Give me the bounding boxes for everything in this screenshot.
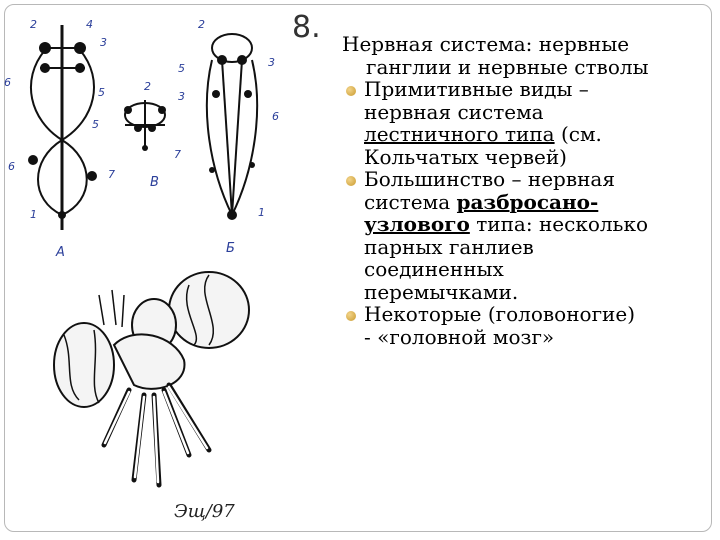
term-scattered: разбросано- bbox=[456, 189, 599, 214]
bullet-item: Некоторые (головоногие) - «головной мозг» bbox=[340, 303, 712, 348]
letter-c: В bbox=[150, 175, 159, 190]
letter-a: А bbox=[56, 245, 65, 260]
label-b-1: 1 bbox=[258, 206, 265, 219]
label-a-6: 6 bbox=[4, 76, 11, 89]
heading-line-2: ганглии и нервные стволы bbox=[366, 54, 649, 79]
label-a-5: 5 bbox=[98, 86, 105, 99]
label-c-7: 7 bbox=[174, 148, 181, 161]
label-b-3: 3 bbox=[268, 56, 275, 69]
label-a-6b: 6 bbox=[8, 160, 15, 173]
label-a-1: 1 bbox=[30, 208, 37, 221]
slide-number: 8. bbox=[292, 10, 321, 45]
nervous-system-diagram bbox=[0, 0, 292, 265]
letter-b: Б bbox=[226, 241, 235, 256]
slide-heading bbox=[340, 33, 712, 78]
label-b-6: 6 bbox=[272, 110, 279, 123]
label-b-2: 2 bbox=[198, 18, 205, 31]
label-a-3: 3 bbox=[100, 36, 107, 49]
bullet-list bbox=[340, 78, 712, 348]
bullet-item: Примитивные виды – нервная система лестничного типа (см. Кольчатых червей) bbox=[340, 78, 712, 168]
label-c-2: 2 bbox=[144, 80, 151, 93]
term-nodal: узлового bbox=[364, 212, 470, 236]
cephalopod-brain-drawing bbox=[4, 265, 260, 535]
label-a-5b: 5 bbox=[92, 118, 99, 131]
slide-text bbox=[340, 33, 712, 348]
label-a-7: 7 bbox=[108, 168, 115, 181]
diagram-a bbox=[31, 25, 94, 230]
label-c-3: 3 bbox=[178, 90, 185, 103]
label-a-2: 2 bbox=[30, 18, 37, 31]
term-ladder-type: лестничного типа bbox=[364, 122, 555, 146]
diagram-b bbox=[207, 34, 257, 215]
label-a-4: 4 bbox=[86, 18, 93, 31]
drawing-signature: Эщ/97 bbox=[174, 501, 235, 522]
label-b-5: 5 bbox=[178, 62, 185, 75]
heading-line-1: Нервная система: нервные bbox=[342, 32, 630, 56]
bullet-item: Большинство – нервная система разбросано- узлового типа: несколько парных ганлиев соединенных перемычками. bbox=[340, 168, 712, 303]
